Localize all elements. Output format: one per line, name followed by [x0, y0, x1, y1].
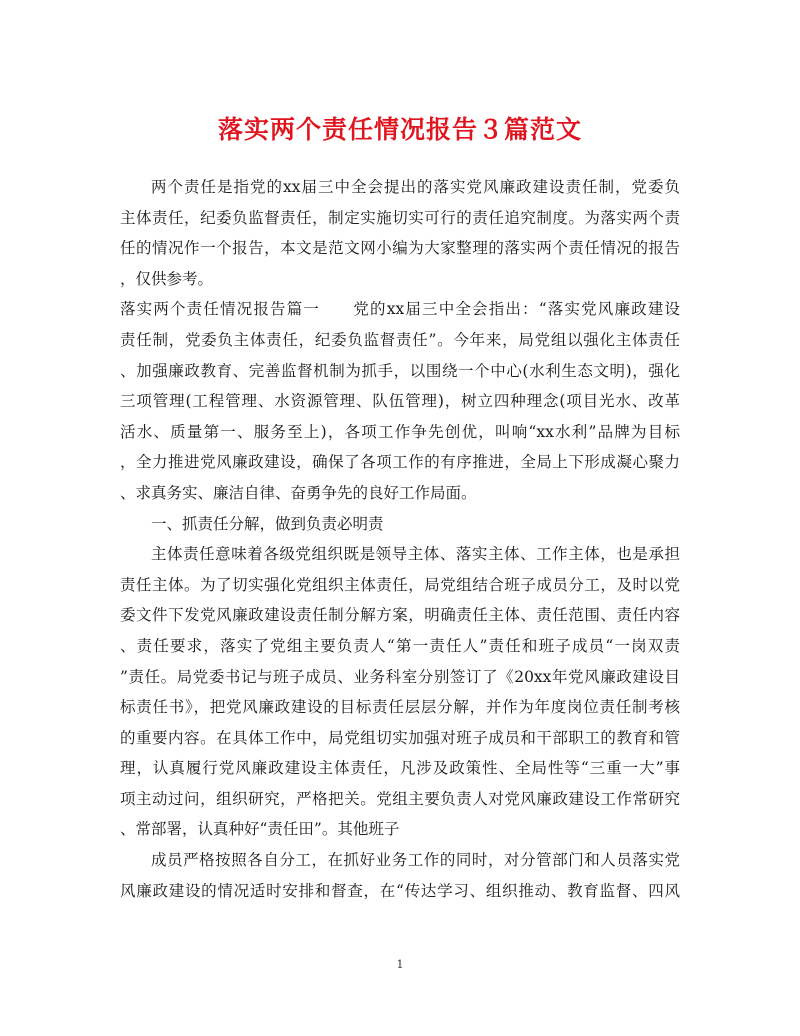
paragraph-line: 主体责任，纪委负监督责任，制定实施切实可行的责任追究制度。为落实两个责	[120, 208, 680, 227]
paragraph-line: 主体责任意味着各级党组织既是领导主体、落实主体、工作主体，也是承担	[151, 545, 680, 564]
paragraph-line: 风廉政建设的情况适时安排和督查，在“传达学习、组织推动、教育监督、四风	[120, 881, 680, 900]
paragraph-line: 理，认真履行党风廉政建设主体责任，凡涉及政策性、全局性等“三重一大”事	[120, 759, 680, 778]
paragraph-line: 的重要内容。在具体工作中，局党组切实加强对班子成员和干部职工的教育和管	[120, 728, 680, 747]
paragraph-line: 任的情况作一个报告，本文是范文网小编为大家整理的落实两个责任情况的报告	[120, 239, 680, 258]
paragraph-line: 责任制，党委负主体责任，纪委负监督责任”。今年来，局党组以强化主体责任	[120, 330, 680, 349]
paragraph-line: 、加强廉政教育、完善监督机制为抓手，以围绕一个中心(水利生态文明)，强化	[120, 361, 680, 380]
paragraph-line: 、责任要求，落实了党组主要负责人“第一责任人”责任和班子成员“一岗双责	[120, 636, 680, 655]
paragraph-line: 落实两个责任情况报告篇一 党的xx届三中全会指出：“落实党风廉政建设	[120, 300, 680, 319]
section-heading: 一、抓责任分解，做到负责必明责	[151, 514, 384, 533]
paragraph-line: ”责任。局党委书记与班子成员、业务科室分别签订了《20xx年党风廉政建设目	[120, 667, 680, 686]
paragraph-line: 活水、质量第一、服务至上)，各项工作争先创优，叫响“xx水利”品牌为目标	[120, 422, 680, 441]
paragraph-line: ，全力推进党风廉政建设，确保了各项工作的有序推进，全局上下形成凝心聚力	[120, 453, 680, 472]
paragraph-line: 成员严格按照各自分工，在抓好业务工作的同时，对分管部门和人员落实党	[151, 851, 680, 870]
paragraph-line: ，仅供参考。	[120, 269, 214, 288]
paragraph-line: 、常部署，认真种好“责任田”。其他班子	[120, 820, 400, 839]
paragraph-line: 项主动过问，组织研究，严格把关。党组主要负责人对党风廉政建设工作常研究	[120, 789, 680, 808]
paragraph-line: 两个责任是指党的xx届三中全会提出的落实党风廉政建设责任制，党委负	[151, 178, 680, 196]
document-body	[120, 172, 680, 906]
page-number: 1	[396, 958, 404, 971]
paragraph-line: 标责任书》，把党风廉政建设的目标责任层层分解，并作为年度岗位责任制考核	[120, 698, 680, 717]
paragraph-line: 、求真务实、廉洁自律、奋勇争先的良好工作局面。	[120, 483, 477, 502]
paragraph-line: 三项管理(工程管理、水资源管理、队伍管理)，树立四种理念(项目光水、改革	[120, 392, 680, 411]
document-title: 落实两个责任情况报告３篇范文	[217, 115, 582, 144]
paragraph-line: 委文件下发党风廉政建设责任制分解方案，明确责任主体、责任范围、责任内容	[120, 606, 680, 625]
paragraph-line: 责任主体。为了切实强化党组织主体责任，局党组结合班子成员分工，及时以党	[120, 575, 680, 594]
